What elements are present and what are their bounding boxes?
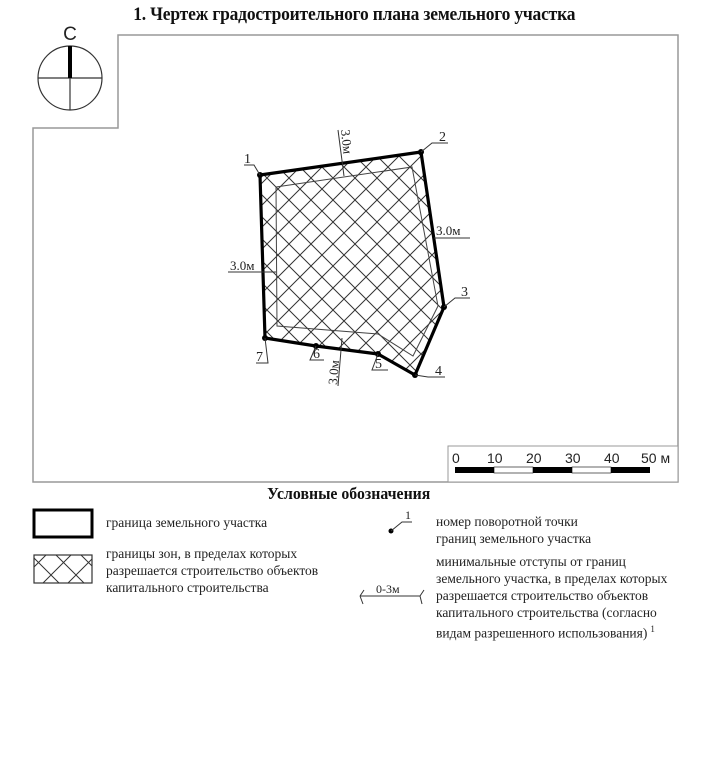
point-label-2: 2 — [439, 130, 446, 145]
legend-title — [0, 484, 708, 504]
scale-bar — [448, 446, 678, 482]
legend-item-buildable-zone — [106, 545, 318, 596]
point-label-6: 6 — [313, 347, 320, 362]
legend-text-line: границ земельного участка — [436, 531, 592, 546]
point-label-7: 7 — [256, 350, 263, 365]
legend-text-line: разрешается строительство объектов — [106, 563, 319, 578]
scale-tick-40: 40 — [604, 450, 620, 466]
svg-text:0-3м: 0-3м — [376, 582, 400, 596]
setback-label-left: 3.0м — [230, 258, 255, 273]
point-label-3: 3 — [461, 285, 468, 300]
compass-north-label: С — [63, 24, 77, 45]
legend-symbol-plot-boundary — [34, 510, 92, 537]
legend-text-line: капитального строительства (согласно — [436, 605, 657, 620]
point-label-1: 1 — [244, 152, 251, 167]
setback-label-bottom: 3.0м — [325, 359, 343, 386]
scale-tick-50: 50 м — [641, 450, 671, 466]
scale-tick-0: 0 — [452, 450, 460, 466]
legend-item-turning-point — [436, 513, 591, 547]
svg-text:1: 1 — [405, 508, 411, 522]
footnote-marker: 1 — [650, 624, 655, 634]
legend-item-plot-boundary — [106, 514, 267, 531]
legend-symbol-buildable-zone — [34, 555, 92, 583]
legend-item-setback — [436, 553, 667, 642]
legend-symbol-turning-point — [389, 508, 413, 534]
legend-text-line: земельного участка, в пределах которых — [436, 571, 668, 586]
scale-tick-10: 10 — [487, 450, 503, 466]
legend-symbol-setback — [360, 582, 424, 604]
setback-label-top: 3.0м — [338, 128, 356, 155]
legend-text-line: видам разрешенного использования) — [436, 625, 648, 641]
point-label-4: 4 — [435, 364, 442, 379]
legend-text-line: граница земельного участка — [106, 515, 268, 530]
point-label-5: 5 — [375, 357, 382, 372]
setback-label-right: 3.0м — [436, 223, 461, 238]
scale-tick-30: 30 — [565, 450, 581, 466]
north-compass — [38, 24, 102, 110]
legend-text-line: границы зон, в пределах которых — [106, 546, 298, 561]
legend-text-line: номер поворотной точки — [436, 514, 578, 529]
legend-title-text: Условные обозначения — [267, 484, 431, 503]
page-title-text: 1. Чертеж градостроительного плана земельного участка — [132, 4, 576, 25]
scale-tick-20: 20 — [526, 450, 542, 466]
legend-text-line: минимальные отступы от границ — [436, 554, 626, 569]
legend-text-line: капитального строительства — [106, 580, 269, 595]
legend-text-line: разрешается строительство объектов — [436, 588, 649, 603]
